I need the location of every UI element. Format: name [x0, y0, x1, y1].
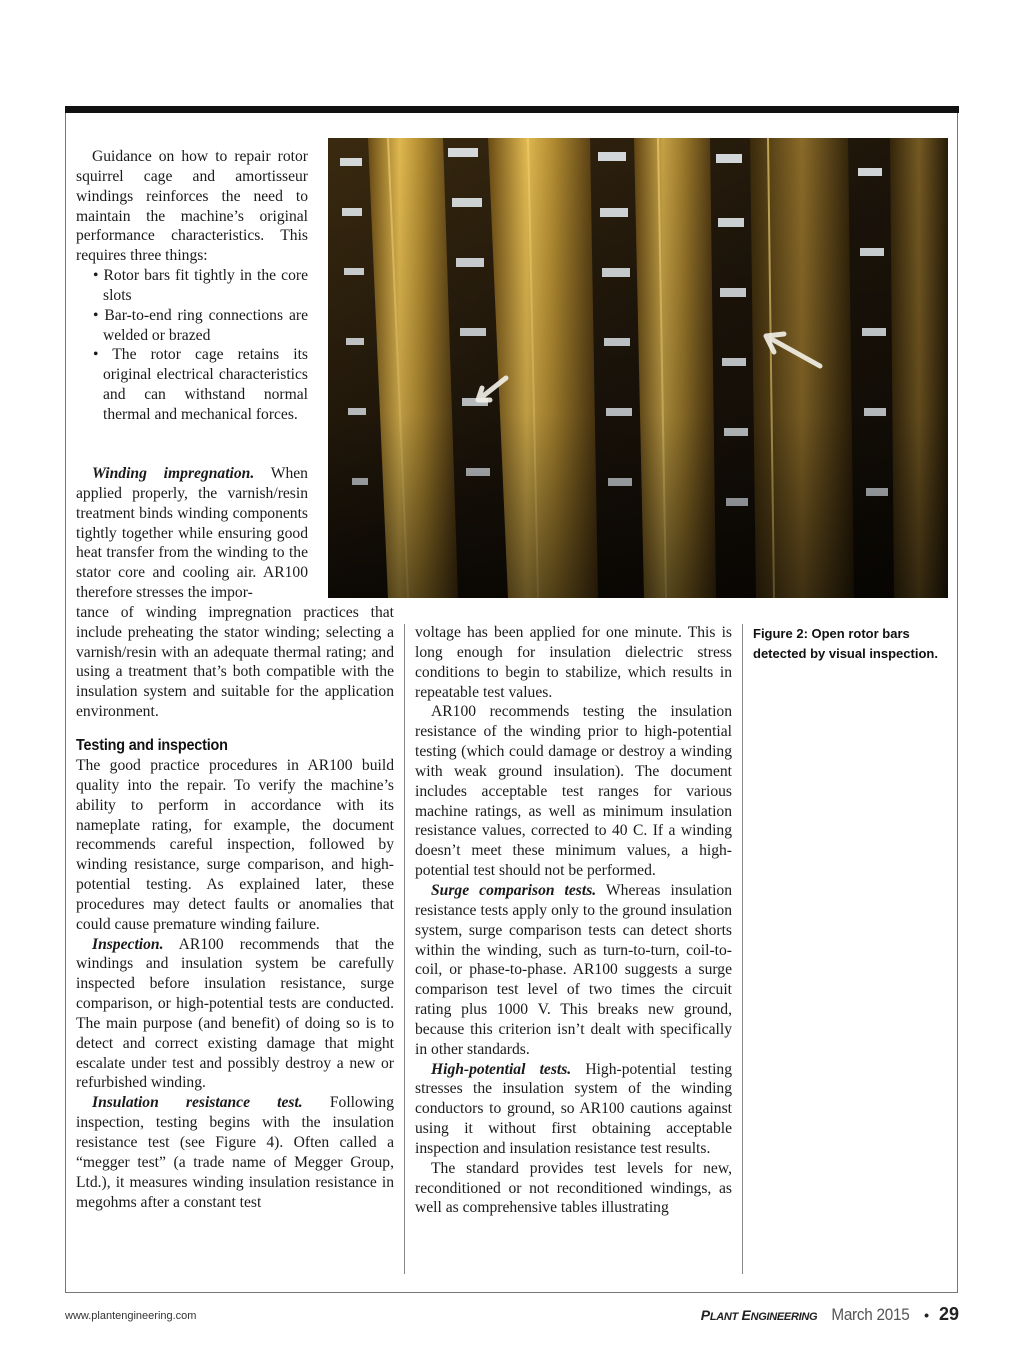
mid-paragraph-2: AR100 recommends testing the insulation resistance of the winding prior to high-potential testing (which could damage or destroy a winding with weak ground insulation). The document includes acceptable test ranges for various machine ratings, as well as minimum insulation resistance values, corrected to 40 C. If a winding doesn’t meet these minimum values, a high-potential test should not be performed. [415, 703, 732, 880]
figure-caption: Figure 2: Open rotor bars detected by visual inspection. [753, 626, 938, 661]
rotor-bars-photo [328, 138, 948, 598]
issue-date: March 2015 [831, 1305, 910, 1324]
caption-divider [742, 624, 743, 1274]
intro-column [76, 147, 308, 425]
inspection-runin: Inspection. [92, 935, 164, 953]
insulation-test-text: Following inspection, testing begins with the insulation resistance test (see Figure 4). Often called a “megger test” (a trade name of Megger Group, Ltd.), it measures winding insulation resistance in megohms after a constant test [76, 1094, 394, 1211]
middle-column [415, 623, 732, 1218]
list-item: • Bar-to-end ring connections are welded or brazed [93, 306, 308, 344]
list-item: • Rotor bars fit tightly in the core slots [93, 267, 308, 304]
magazine-name: PLANT ENGINEERING [700, 1307, 818, 1323]
list-item: • The rotor cage retains its original electrical characteristics and can withstand normal thermal and mechanical forces. [93, 346, 308, 423]
footer-separator: • [924, 1307, 929, 1323]
mid-paragraph-last: The standard provides test levels for new, reconditioned or not reconditioned windings, as well as comprehensive tables illustrating [415, 1159, 732, 1217]
footer-folio [701, 1304, 959, 1326]
hipot-paragraph [415, 1060, 732, 1159]
requirements-list [76, 266, 308, 425]
insulation-test-runin: Insulation resistance test. [92, 1094, 303, 1112]
inspection-text: AR100 recommends that the windings and insulation system be carefully inspected before insulation resistance, surge comparison, or high-potential tests are conducted. The main purpose (and benefit) of doing so is to detect and correct existing damage that might escalate under test and possibly destroy a new or refurbished winding. [76, 935, 394, 1092]
insulation-test-paragraph [76, 1093, 394, 1212]
hipot-runin: High-potential tests. [431, 1060, 572, 1078]
winding-impregnation-text: When applied properly, the varnish/resin treatment binds winding components tightly together while ensuring good heat transfer from the winding to the stator core and cooling air. AR100 therefore stresses the impor- [76, 465, 308, 602]
hipot-text: High-potential testing stresses the insulation system of the winding conductors to ground, so AR100 cautions against using it without first obtaining acceptable inspection and insulation resistance test results. [415, 1060, 732, 1157]
winding-impregnation-runin: Winding impregnation. [92, 465, 255, 482]
footer-url: www.plantengineering.com [65, 1310, 197, 1322]
testing-paragraph: The good practice procedures in AR100 build quality into the repair. To verify the machine’s ability to perform in accordance with its nameplate rating, for example, the document recommends careful inspection, followed by winding resistance, surge comparison, and high-potential testing. As explained later, these procedures may detect faults or anomalies that could cause premature winding failure. [76, 756, 394, 933]
intro-paragraph: Guidance on how to repair rotor squirrel cage and amortisseur windings reinforces the need to maintain the machine’s original performance characteristics. This requires three things: [76, 148, 308, 265]
top-rule [65, 106, 959, 113]
page-number: 29 [938, 1304, 959, 1324]
winding-impregnation-paragraph [76, 464, 308, 603]
inspection-paragraph [76, 935, 394, 1094]
testing-heading: Testing and inspection [76, 736, 228, 754]
surge-paragraph [415, 881, 732, 1060]
mid-paragraph-1: voltage has been applied for one minute. This is long enough for insulation dielectric stress conditions to begin to stabilize, which results in repeatable test values. [415, 624, 732, 701]
surge-runin: Surge comparison tests. [431, 881, 597, 899]
left-column [76, 464, 394, 1212]
column-divider [404, 624, 405, 1274]
winding-impregnation-continued: tance of winding impregnation practices that include preheating the stator winding; selecting a varnish/resin with an adequate thermal rating; and using a treatment that’s both compatible with the insulation system and suitable for the application environment. [76, 603, 394, 721]
surge-text: Whereas insulation resistance tests apply only to the ground insulation system, surge comparison tests can detect shorts within the winding, such as turn-to-turn, coil-to-coil, or phase-to-phase. AR100 suggests a surge comparison test level of two times the circuit rating plus 1000 V. This breaks new ground, because this criterion isn’t dealt with specifically in other standards. [415, 881, 732, 1058]
